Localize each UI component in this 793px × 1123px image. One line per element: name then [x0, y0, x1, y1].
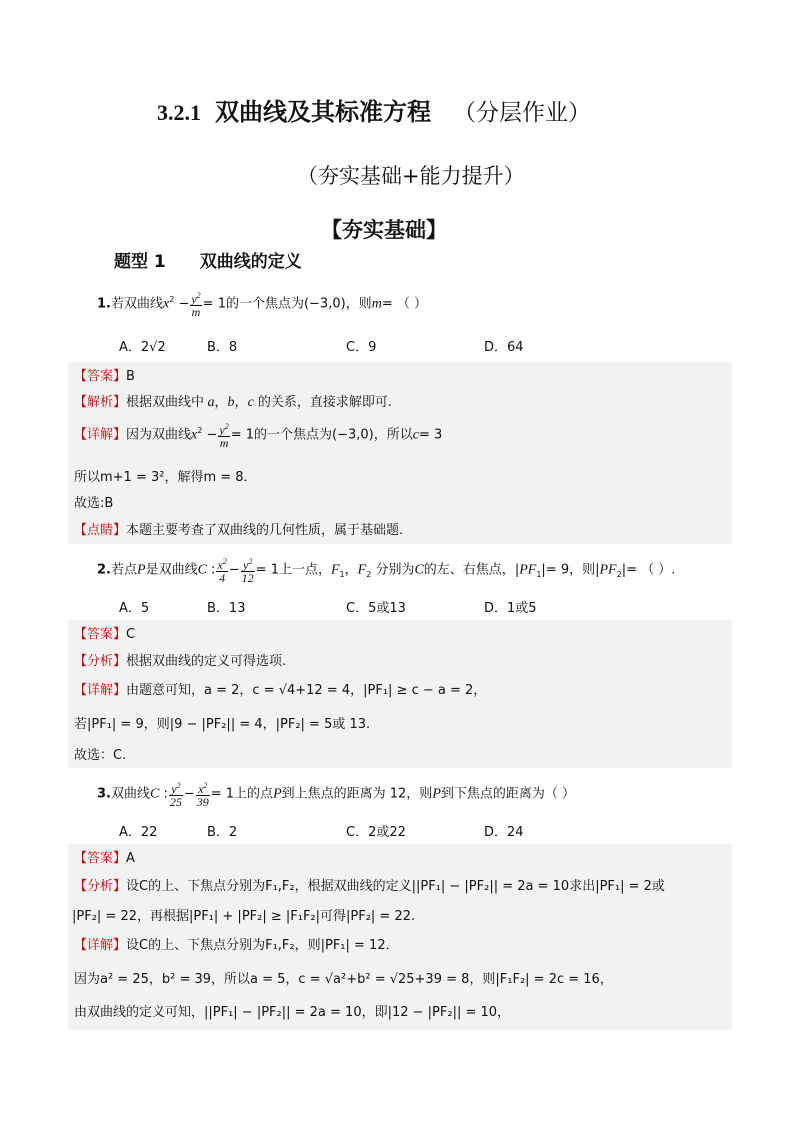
- detail-label: 【详解】: [74, 938, 127, 953]
- detail-line: 【详解】因为双曲线$x^2$ − $\frac{y^2}{m}$ = 1的一个焦点为(−3,0)，所以c= 3: [74, 422, 443, 450]
- detail-label: 【详解】: [74, 427, 127, 443]
- comment-line: [74, 519, 403, 538]
- option-c: C．2或22: [346, 825, 406, 840]
- question-text: = （ ）.: [626, 562, 676, 578]
- title-tag: （分层作业）: [453, 100, 591, 126]
- type-name: 双曲线的定义: [199, 252, 302, 272]
- detail-text: 由题意可知，a = 2，c = √4+12 = 4，|PF₁| ≥ c − a = 2，: [126, 683, 487, 698]
- question-text: 分别为: [375, 562, 415, 578]
- fraction: $\frac{y^2}{m}$: [191, 291, 201, 319]
- question-text: 的左、右焦点，: [423, 562, 515, 578]
- solution-box-2: [68, 620, 732, 768]
- question-text: = 9，则: [545, 562, 596, 578]
- detail-line-2: 若|PF₁| = 9，则|9 − |PF₂|| = 4，|PF₂| = 5或 13.: [74, 717, 371, 732]
- answer-line: [74, 623, 135, 642]
- question-text: = 1上一点，: [255, 562, 331, 578]
- analysis-label: 【解析】: [74, 395, 127, 410]
- option-b: B．13: [207, 601, 246, 616]
- analysis-text: 设C的上、下焦点分别为F₁,F₂，根据双曲线的定义||PF₁| − |PF₂|| = 2a = 10求出|PF₁| = 2或: [126, 879, 665, 894]
- subtitle: （夯实基础+能力提升）: [297, 164, 525, 188]
- answer-label: 【答案】: [74, 369, 127, 384]
- section-number: 3.2.1: [157, 100, 201, 125]
- option-b: B．2: [207, 825, 238, 840]
- question-3: 3.双曲线C : $\frac{y^2}{25}$ − $\frac{x^2}{39}$ = 1上的点P到上焦点的距离为 12，则P到下焦点的距离为（ ）: [97, 781, 576, 809]
- solution-box-1: [68, 362, 732, 544]
- answer-label: 【答案】: [74, 627, 127, 642]
- choose-line: 故选:B: [74, 496, 114, 511]
- page-title: [157, 92, 591, 127]
- detail-line: [74, 934, 399, 953]
- answer-label: 【答案】: [74, 851, 127, 866]
- analysis-label: 【分析】: [74, 879, 127, 894]
- detail-text: 因为双曲线: [126, 427, 192, 443]
- fraction: $\frac{y^2}{12}$: [241, 557, 254, 585]
- question-text: 若点: [110, 562, 137, 578]
- question-text: 是双曲线: [145, 562, 198, 578]
- question-text: = （ ）: [381, 296, 427, 312]
- title-text: 双曲线及其标准方程: [215, 98, 431, 126]
- analysis-text: 根据双曲线的定义可得选项.: [126, 654, 287, 669]
- option-d: D．24: [484, 825, 524, 840]
- type-label: 题型 1: [114, 252, 166, 272]
- fraction: $\frac{y^2}{m}$: [219, 422, 229, 450]
- detail-label: 【详解】: [74, 683, 127, 698]
- analysis-text: 根据双曲线中: [126, 395, 205, 410]
- option-d: D．64: [484, 340, 524, 355]
- question-number: 3.: [97, 786, 111, 802]
- option-a: A．5: [119, 601, 150, 616]
- fraction: $\frac{y^2}{25}$: [169, 781, 182, 809]
- fraction: $\frac{x^2}{39}$: [196, 781, 209, 809]
- option-a: A．22: [119, 825, 158, 840]
- answer-value: A: [126, 851, 135, 866]
- question-text: 若双曲线: [110, 296, 163, 312]
- answer-line: [74, 365, 135, 384]
- detail-text: 设C的上、下焦点分别为F₁,F₂，则|PF₁| = 12．: [126, 938, 399, 953]
- detail-text: = 1的一个焦点为(−3,0)，所以: [230, 427, 413, 443]
- analysis-line-2: |PF₂| = 22，再根据|PF₁| + |PF₂| ≥ |F₁F₂|可得|PF₂| = 22.: [72, 909, 416, 924]
- question-1: 1.若双曲线$x^2$ − $\frac{y^2}{m}$ = 1的一个焦点为(−3,0)，则m= （ ）: [97, 291, 427, 319]
- analysis-line: [74, 650, 286, 669]
- option-a: A．2√2: [119, 340, 166, 355]
- detail-line-2: 所以m+1 = 3²，解得m = 8．: [74, 470, 257, 485]
- option-d: D．1或5: [484, 601, 537, 616]
- comment-label: 【点睛】: [74, 523, 127, 538]
- question-text: 双曲线: [110, 786, 150, 802]
- detail-line-3: 由双曲线的定义可知，||PF₁| − |PF₂|| = 2a = 10，即|12 − |PF₂|| = 10，: [74, 1005, 511, 1020]
- question-text: = 1的一个焦点为(−3,0)，则: [202, 296, 372, 312]
- answer-value: C: [126, 627, 136, 642]
- option-c: C．5或13: [346, 601, 406, 616]
- question-number: 1.: [97, 296, 111, 312]
- section-heading: 【夯实基础】: [321, 218, 447, 242]
- detail-line-2: 因为a² = 25，b² = 39，所以a = 5，c = √a²+b² = √25+39 = 8，则|F₁F₂| = 2c = 16，: [74, 972, 613, 987]
- comment-text: 本题主要考查了双曲线的几何性质，属于基础题.: [126, 523, 404, 538]
- analysis-label: 【分析】: [74, 654, 127, 669]
- answer-line: [74, 847, 135, 866]
- option-c: C．9: [346, 340, 377, 355]
- analysis-line: [74, 875, 665, 894]
- answer-value: B: [126, 369, 135, 384]
- option-b: B．8: [207, 340, 238, 355]
- fraction: $\frac{x^2}{4}$: [217, 557, 227, 585]
- question-text: 到上焦点的距离为 12，则: [281, 786, 433, 802]
- question-text: = 1上的点: [210, 786, 274, 802]
- choose-line: 故选：C.: [74, 748, 127, 763]
- detail-line: [74, 679, 486, 698]
- question-2: 2.若点P是双曲线C : $\frac{x^2}{4}$ − $\frac{y^2}{12}$ = 1上一点，$F_1$，$F_2$ 分别为C的左、右焦点，$|PF_1|= 9$，则$|PF_2|=$ （ ）.: [97, 557, 676, 585]
- detail-text: = 3: [418, 427, 443, 443]
- question-number: 2.: [97, 562, 111, 578]
- solution-box-3: [68, 844, 732, 1030]
- analysis-line: 【解析】根据双曲线中 a，b，c 的关系，直接求解即可.: [74, 395, 393, 410]
- question-type-heading: [114, 247, 302, 272]
- analysis-text: 的关系，直接求解即可.: [257, 395, 393, 410]
- question-text: 到下焦点的距离为（ ）: [440, 786, 576, 802]
